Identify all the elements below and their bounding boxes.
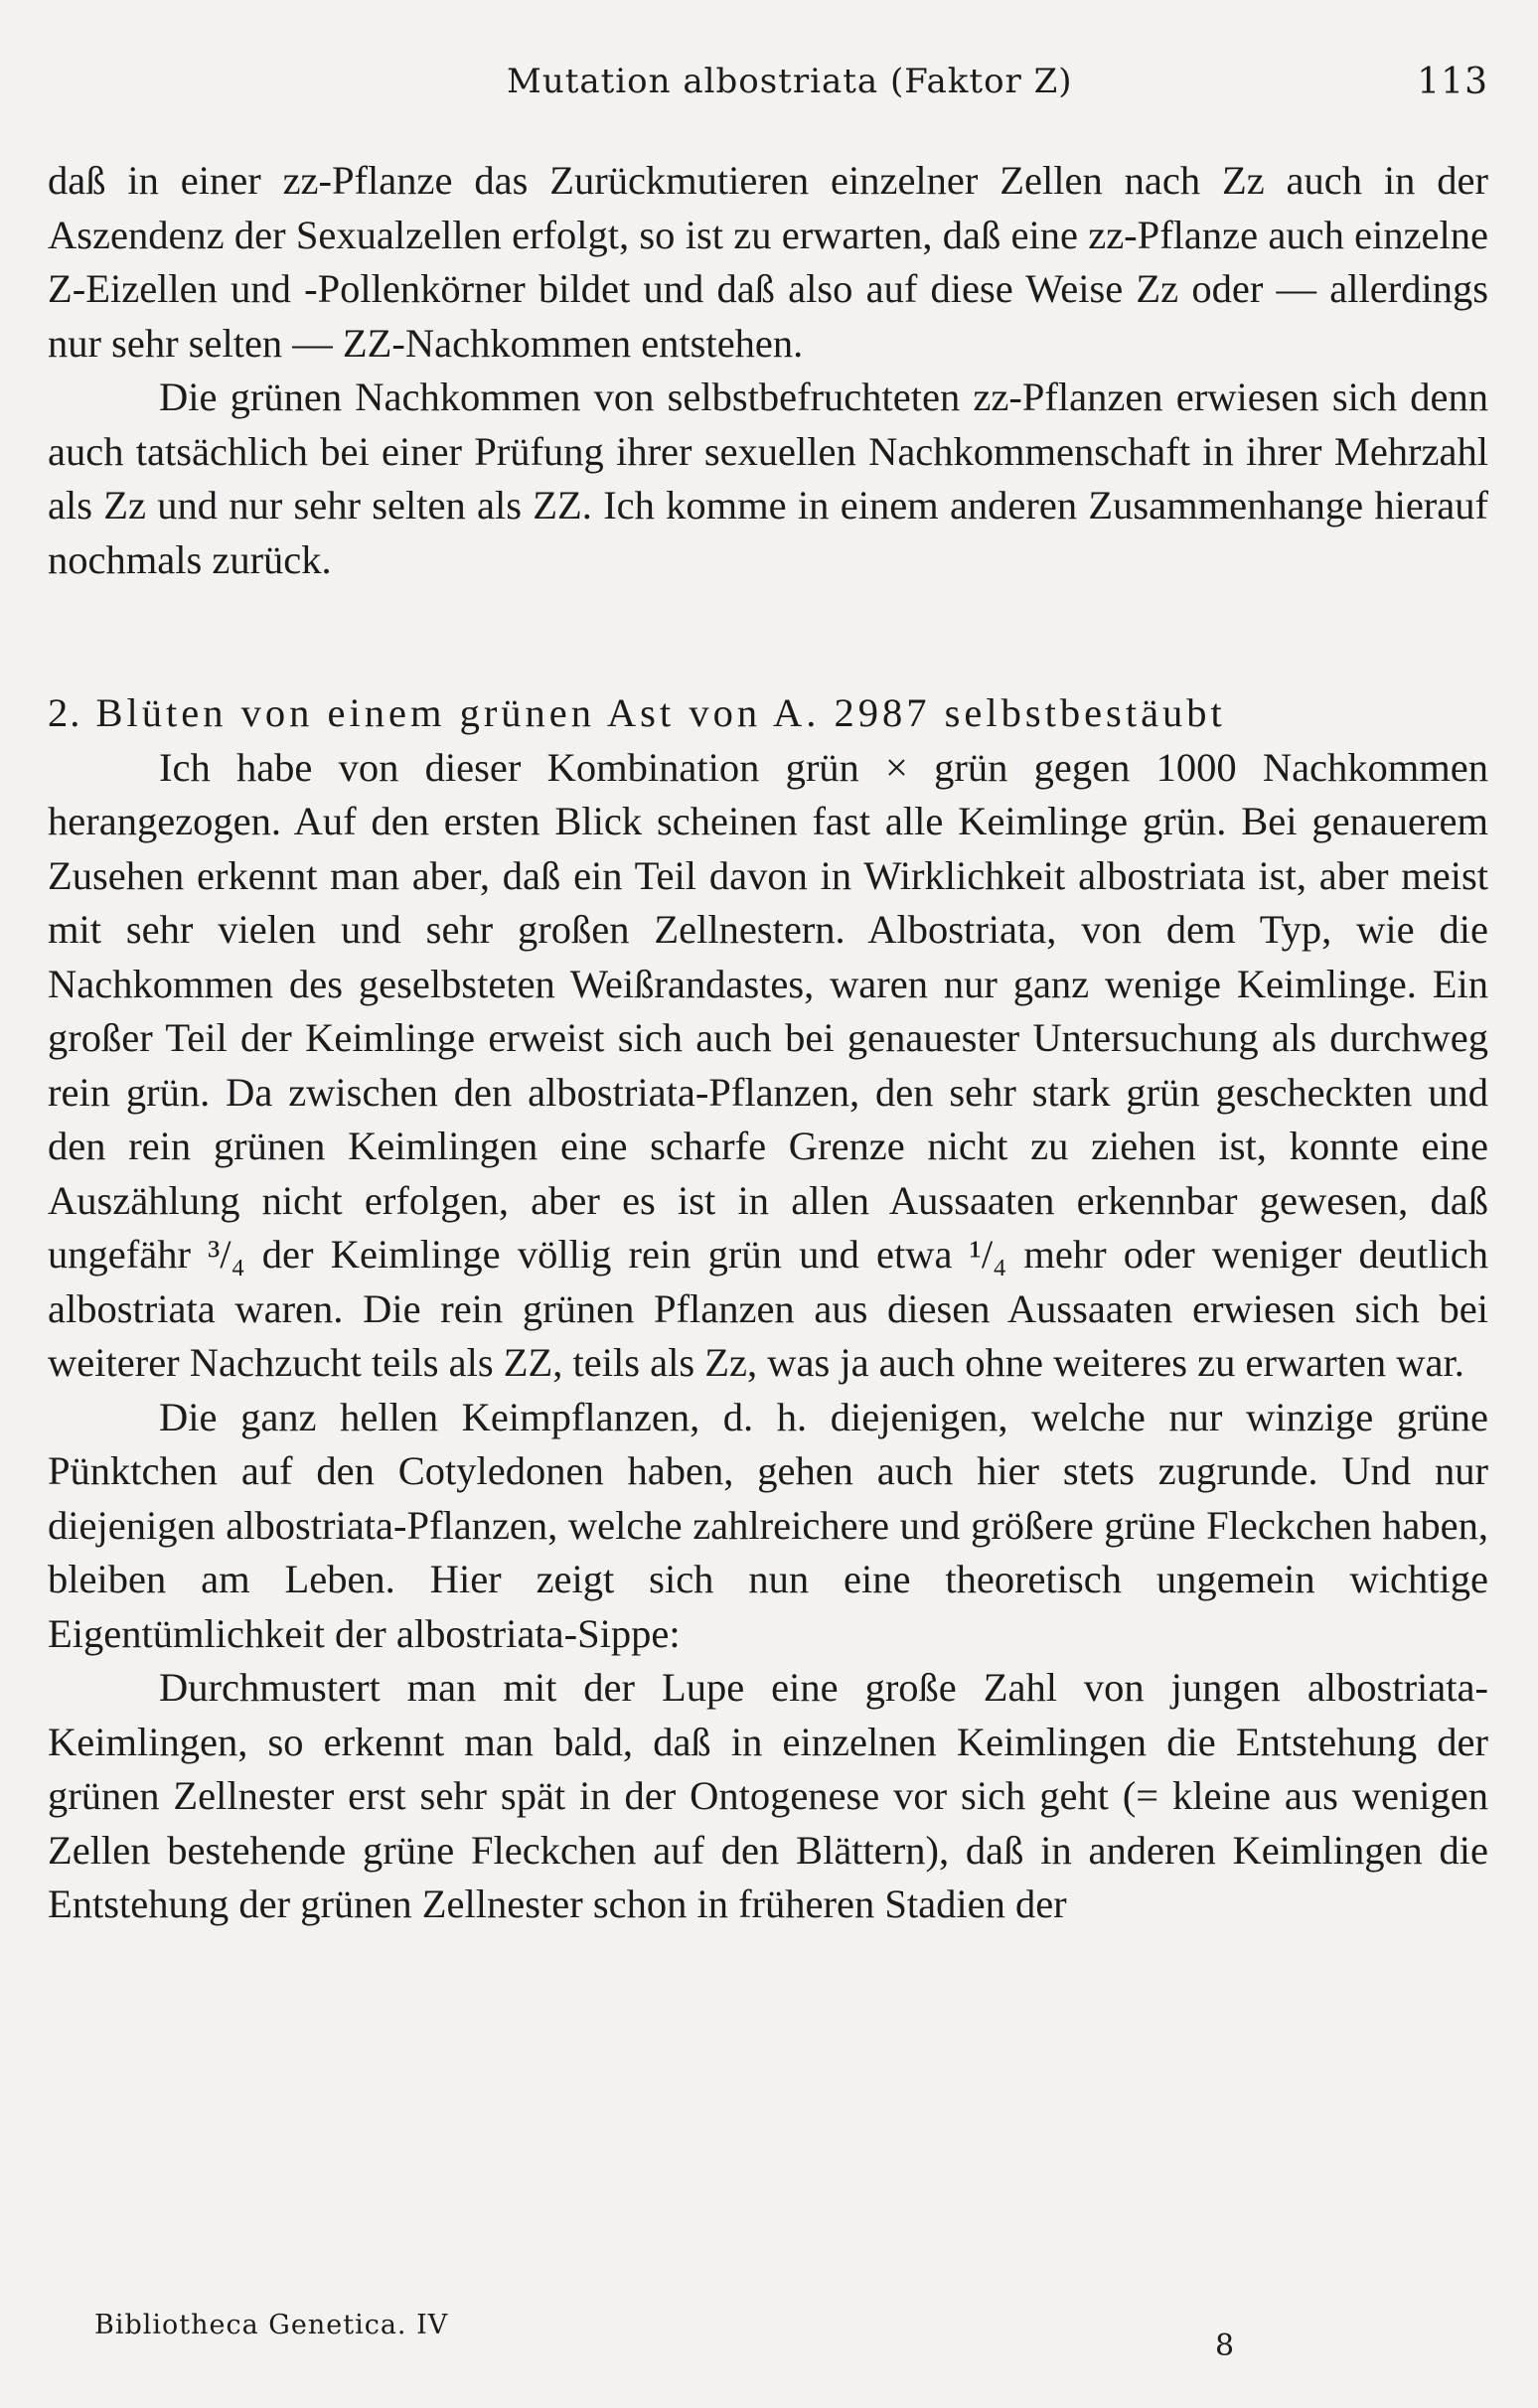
paragraph: Durchmustert man mit der Lupe eine große Zahl von jungen albostriata-Keimlingen, so erkennt man bald, daß in einzelnen Keimlingen die Entstehung der grünen Zellnester erst sehr spät in der Ontogenese vor sich geht (= kleine aus wenigen Zellen bestehende grüne Fleckchen auf den Blättern), daß in anderen Keimlingen die Entstehung der grünen Zellnester schon in früheren Stadien der <box>48 1665 1488 1926</box>
paragraph: Die grünen Nachkommen von selbstbefruchteten zz-Pflanzen erwiesen sich denn auch tatsächlich bei einer Prüfung ihrer sexuellen Nachkommenschaft in ihrer Mehrzahl als Zz und nur sehr selten als ZZ. Ich komme in einem anderen Zusammenhange hierauf nochmals zurück. <box>48 375 1488 582</box>
section-title: Blüten von einem grünen Ast von A. 2987 selbstbestäubt <box>95 690 1226 735</box>
section-number: 2. <box>48 690 82 735</box>
page-number: 113 <box>1417 62 1488 102</box>
paragraph: daß in einer zz-Pflanze das Zurückmutieren einzelner Zellen nach Zz auch in der Aszendenz der Sexualzellen erfolgt, so ist zu erwarten, daß eine zz-Pflanze auch einzelne Z-Eizellen und -Pollenkörner bildet und daß also auf diese Weise Zz oder — allerdings nur sehr selten — ZZ-Nachkommen entstehen. <box>48 158 1488 366</box>
section-heading <box>48 686 1488 741</box>
footer-source: Bibliotheca Genetica. IV <box>94 2310 449 2340</box>
paragraph: Ich habe von dieser Kombination grün × grün gegen 1000 Nachkommen herangezogen. Auf den ersten Blick scheinen fast alle Keimlinge grün. Bei genauerem Zusehen erkennt man aber, daß ein Teil davon in Wirklichkeit albostriata ist, aber meist mit sehr vielen und sehr großen Zellnestern. Albostriata, von dem Typ, wie die Nachkommen des geselbsteten Weißrandastes, waren nur ganz wenige Keimlinge. Ein großer Teil der Keimlinge erweist sich auch bei genauester Untersuchung als durchweg rein grün. Da zwischen den albostriata-Pflanzen, den sehr stark grün gescheckten und den rein grünen Keimlingen eine scharfe Grenze nicht zu ziehen ist, konnte eine Auszählung nicht erfolgen, aber es ist in allen Aussaaten erkennbar gewesen, daß ungefähr ³/₄ der Keimlinge völlig rein grün und etwa ¹/₄ mehr oder weniger deutlich albostriata waren. Die rein grünen Pflanzen aus diesen Aussaaten erwiesen sich bei weiterer Nachzucht teils als ZZ, teils als Zz, was ja auch ohne weiteres zu erwarten war. <box>48 744 1488 1385</box>
signature-mark: 8 <box>1215 2329 1235 2363</box>
paragraph: Die ganz hellen Keimpflanzen, d. h. diejenigen, welche nur winzige grüne Pünktchen auf den Cotyledonen haben, gehen auch hier stets zugrunde. Und nur diejenigen albostriata-Pflanzen, welche zahlreichere und größere grüne Fleckchen haben, bleiben am Leben. Hier zeigt sich nun eine theoretisch ungemein wichtige Eigentümlichkeit der albostriata-Sippe: <box>48 1394 1488 1656</box>
body-text <box>48 154 1488 1932</box>
running-title: Mutation albostriata (Faktor Z) <box>507 62 1073 101</box>
